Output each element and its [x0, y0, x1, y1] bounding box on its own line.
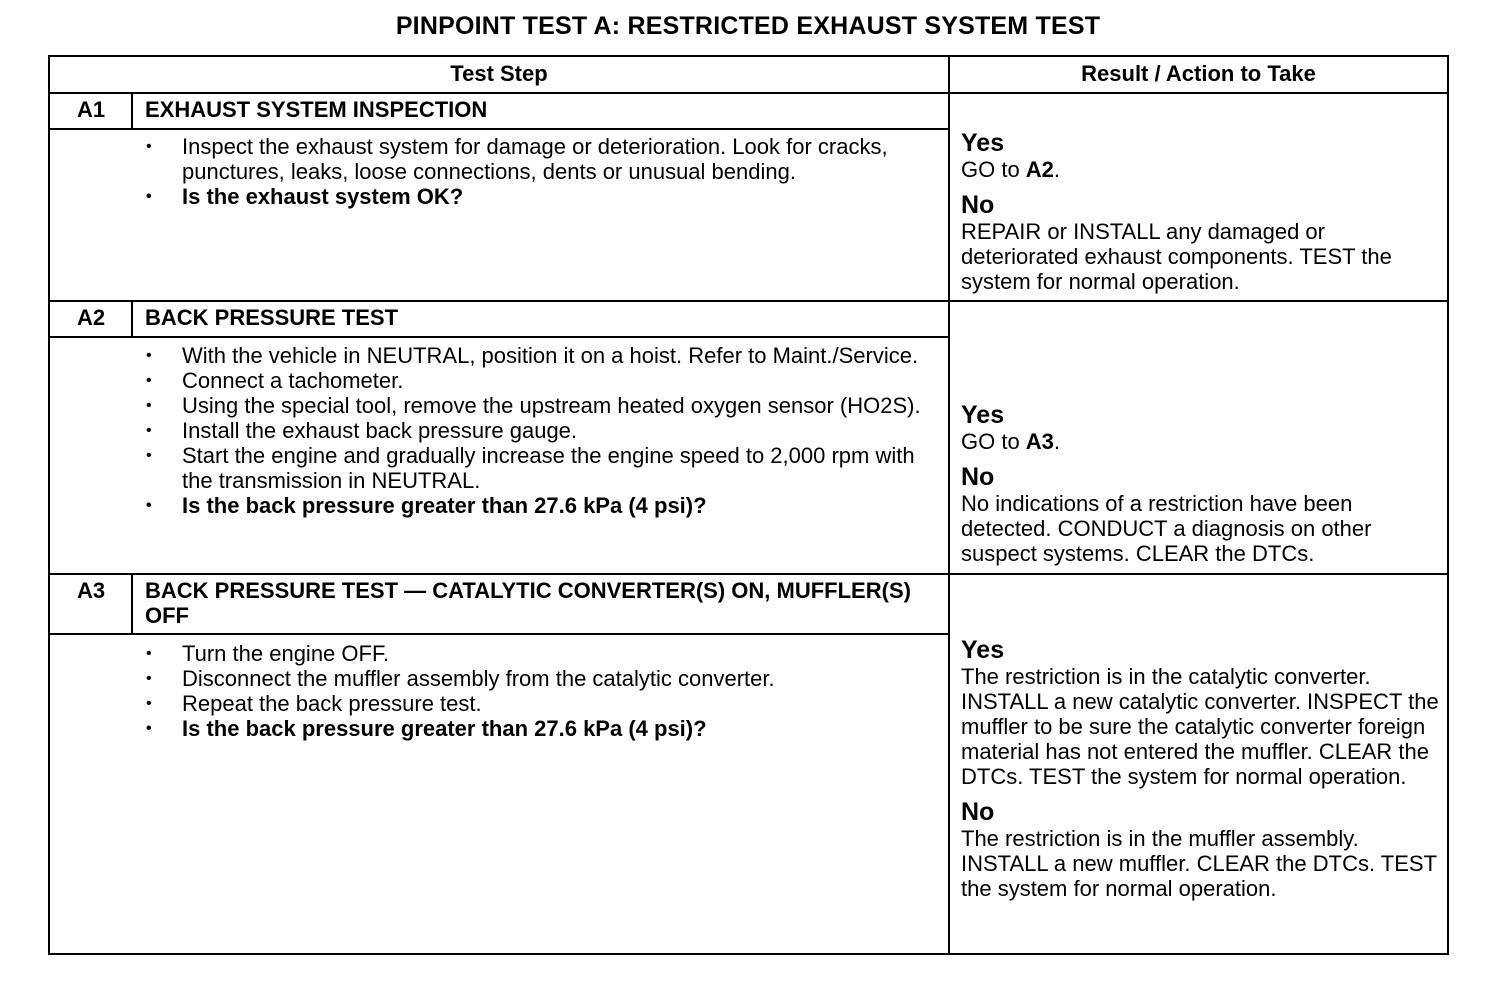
step-question: • Is the exhaust system OK?: [142, 184, 942, 209]
yes-action: The restriction is in the catalytic converter. INSTALL a new catalytic converter. INSPECT the muffler to be sure the catalytic converter foreign material has not entered the muffler. CLEAR the DTCs. TEST the system for normal operation.: [961, 664, 1439, 789]
no-label: No: [961, 191, 995, 219]
step-result: [961, 130, 1446, 294]
step-question: • Is the back pressure greater than 27.6 kPa (4 psi)?: [142, 716, 942, 741]
step-title-divider: [50, 633, 948, 635]
instruction-item: • Inspect the exhaust system for damage or deterioration. Look for cracks, punctures, leaks, loose connections, dents or unusual bending.: [142, 134, 942, 184]
no-action: REPAIR or INSTALL any damaged or deteriorated exhaust components. TEST the system for normal operation.: [961, 219, 1392, 294]
goto-step-link: A3: [1025, 429, 1054, 454]
step-instructions: [142, 641, 942, 741]
instruction-item: • Repeat the back pressure test.: [142, 691, 942, 716]
page-title: PINPOINT TEST A: RESTRICTED EXHAUST SYSTEM TEST: [395, 12, 1101, 40]
no-label: No: [961, 463, 995, 491]
pinpoint-test-table: [48, 55, 1449, 955]
instruction-item: • Turn the engine OFF.: [142, 641, 942, 666]
yes-label: Yes: [961, 129, 1005, 157]
step-id: A2: [76, 305, 106, 330]
step-instructions: [142, 134, 942, 209]
step-question: • Is the back pressure greater than 27.6 kPa (4 psi)?: [142, 493, 942, 518]
step-separator: [50, 300, 1447, 302]
step-title: BACK PRESSURE TEST — CATALYTIC CONVERTER(S) ON, MUFFLER(S) OFF: [145, 578, 911, 628]
step-result: [961, 637, 1446, 901]
instruction-item: • Install the exhaust back pressure gauge.: [142, 418, 942, 443]
header-divider: [50, 92, 1447, 94]
step-title: EXHAUST SYSTEM INSPECTION: [145, 97, 488, 122]
instruction-item: • Start the engine and gradually increase the engine speed to 2,000 rpm with the transmission in NEUTRAL.: [142, 443, 942, 493]
step-separator: [50, 573, 1447, 575]
header-result: Result / Action to Take: [1081, 61, 1316, 86]
step-title-divider: [50, 336, 948, 338]
instruction-item: • Using the special tool, remove the upstream heated oxygen sensor (HO2S).: [142, 393, 942, 418]
step-title: BACK PRESSURE TEST: [145, 305, 399, 330]
step-result: [961, 402, 1446, 566]
yes-label: Yes: [961, 636, 1005, 664]
yes-action: GO to A2.: [961, 157, 1061, 182]
yes-label: Yes: [961, 401, 1005, 429]
no-action: No indications of a restriction have been detected. CONDUCT a diagnosis on other suspect systems. CLEAR the DTCs.: [961, 491, 1372, 566]
instruction-item: • Disconnect the muffler assembly from the catalytic converter.: [142, 666, 942, 691]
step-instructions: [142, 343, 942, 518]
step-id: A3: [76, 578, 106, 603]
no-action: The restriction is in the muffler assembly. INSTALL a new muffler. CLEAR the DTCs. TEST the system for normal operation.: [961, 826, 1437, 901]
instruction-item: • Connect a tachometer.: [142, 368, 942, 393]
column-divider: [948, 57, 950, 953]
instruction-item: • With the vehicle in NEUTRAL, position it on a hoist. Refer to Maint./Service.: [142, 343, 942, 368]
goto-step-link: A2: [1025, 157, 1054, 182]
header-test-step: Test Step: [450, 61, 548, 86]
no-label: No: [961, 798, 995, 826]
step-id: A1: [76, 97, 106, 122]
yes-action: GO to A3.: [961, 429, 1061, 454]
step-title-divider: [50, 128, 948, 130]
